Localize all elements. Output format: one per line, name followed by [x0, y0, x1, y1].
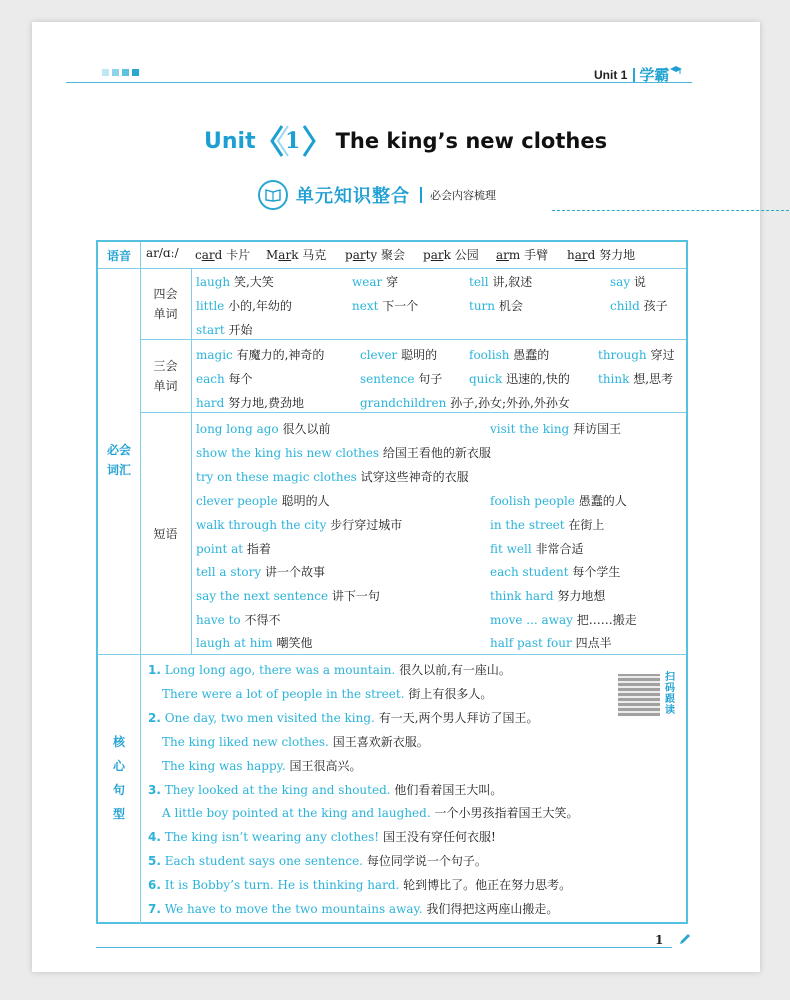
- sentence-item: [162, 685, 492, 702]
- book-icon: [258, 180, 288, 210]
- phrase-item: [490, 634, 612, 651]
- word-part: ty: [365, 248, 378, 262]
- sentence-item: [148, 781, 502, 798]
- english-term: next: [352, 299, 379, 313]
- section-banner: [258, 180, 496, 210]
- english-term: each student: [490, 565, 569, 579]
- phrase-item: [196, 563, 325, 580]
- sentence-number: 3.: [148, 782, 161, 797]
- sentence-item: [148, 900, 558, 917]
- chinese-meaning: 聪明的: [401, 348, 438, 362]
- phonics-highlight: ar: [430, 248, 444, 262]
- chinese-meaning: 穿: [386, 275, 399, 289]
- word-part: m: [508, 248, 521, 262]
- english-term: little: [196, 299, 225, 313]
- sentence-item: [162, 733, 429, 750]
- english-term: hard: [196, 396, 225, 410]
- word-item: [196, 394, 304, 411]
- chinese-meaning: 想,思考: [633, 372, 674, 386]
- col-divider: [191, 268, 192, 654]
- sentence-number: 7.: [148, 902, 161, 916]
- english-term: tell a story: [196, 565, 262, 579]
- phonics-meaning: 努力地: [599, 248, 636, 262]
- phonics-meaning: 卡片: [226, 248, 251, 262]
- phrase-item: [196, 587, 380, 604]
- four-skill-line2: 单词: [153, 307, 178, 321]
- chinese-meaning: 每个学生: [572, 565, 621, 579]
- english-term: start: [196, 323, 225, 337]
- sentence-chinese: 很久以前,有一座山。: [399, 663, 511, 677]
- english-term: child: [610, 299, 640, 313]
- chinese-meaning: 把……搬走: [576, 613, 637, 627]
- qr-code[interactable]: [618, 674, 660, 716]
- three-skill-line2: 单词: [153, 379, 178, 393]
- chinese-meaning: 讲一个故事: [264, 565, 325, 579]
- word-part: d: [587, 248, 596, 262]
- footer-rule: [96, 947, 672, 948]
- chinese-meaning: 说: [633, 275, 646, 289]
- phonics-word: [195, 246, 250, 263]
- english-term: think hard: [490, 589, 554, 603]
- english-term: fit well: [490, 542, 532, 556]
- word-item: [360, 370, 442, 387]
- sentence-number: 4.: [148, 830, 161, 845]
- sentence-chinese: 一个小男孩指着国王大笑。: [434, 806, 579, 821]
- english-term: laugh at him: [196, 636, 273, 650]
- english-term: half past four: [490, 636, 572, 650]
- phrase-item: [196, 540, 271, 557]
- sentence-chinese: 国王喜欢新衣服。: [332, 734, 429, 749]
- english-term: tell: [469, 275, 489, 289]
- word-item: [469, 346, 549, 363]
- english-term: in the street: [490, 518, 565, 532]
- word-item: [196, 370, 253, 387]
- sentences-label-char: 核: [112, 735, 125, 749]
- word-item: [196, 297, 292, 314]
- phonics-word: [423, 246, 479, 263]
- english-term: show the king his new clothes: [196, 446, 380, 460]
- qr-caption: 扫码跟读: [665, 672, 675, 716]
- sentence-item: [148, 709, 539, 726]
- sentence-item: [148, 661, 511, 678]
- sentence-chinese: 每位同学说一个句子。: [366, 854, 487, 869]
- phonics-highlight: ar: [352, 248, 366, 262]
- chinese-meaning: 孙子,孙女;外孙,外孙女: [450, 396, 570, 410]
- chinese-meaning: 开始: [228, 323, 253, 337]
- phonics-meaning: 马克: [302, 248, 327, 262]
- sentence-chinese: 国王没有穿任何衣服!: [382, 830, 496, 845]
- word-part: p: [345, 248, 353, 262]
- word-item: [610, 297, 668, 314]
- phrase-item: [196, 492, 330, 509]
- col-divider: [140, 242, 141, 924]
- banner-dotted-line: [552, 210, 790, 211]
- sentence-english: One day, two men visited the king.: [164, 710, 375, 725]
- row-divider: [140, 412, 686, 413]
- sentence-item: [148, 828, 496, 845]
- chinese-meaning: 很久以前: [282, 422, 331, 436]
- word-item: [196, 273, 274, 290]
- word-item: [196, 346, 324, 363]
- phonics-highlight: ar: [574, 248, 588, 262]
- sentence-english: There were a lot of people in the street.: [162, 686, 405, 701]
- english-term: say: [610, 275, 631, 289]
- word-item: [352, 297, 418, 314]
- sentence-english: A little boy pointed at the king and laughed.: [162, 806, 431, 821]
- header-unit: Unit 1: [594, 67, 628, 82]
- sentence-number: 1.: [148, 663, 161, 677]
- chinese-meaning: 试穿这些神奇的衣服: [360, 470, 469, 484]
- unit-name: The king’s new clothes: [335, 129, 608, 153]
- chinese-meaning: 小的,年幼的: [228, 299, 292, 313]
- chinese-meaning: 笑,大笑: [233, 275, 274, 289]
- phrase-item: [196, 420, 330, 437]
- english-term: magic: [196, 348, 233, 362]
- phonics-meaning: 聚会: [381, 248, 406, 262]
- page-number: 1: [655, 933, 664, 947]
- english-term: clever: [360, 348, 398, 362]
- phrase-item: [490, 420, 621, 437]
- sentence-chinese: 街上有很多人。: [408, 686, 493, 701]
- sentence-english: Each student says one sentence.: [164, 854, 363, 869]
- phrase-item: [490, 516, 604, 533]
- banner-divider: [420, 187, 422, 203]
- phonics-pattern: ar/ɑː/: [146, 246, 179, 260]
- phrase-item: [490, 611, 637, 628]
- chinese-meaning: 讲,叙述: [492, 275, 533, 289]
- sentence-english: They looked at the king and shouted.: [164, 782, 391, 797]
- english-term: long long ago: [196, 422, 279, 436]
- english-term: foolish people: [490, 494, 575, 508]
- word-item: [610, 273, 646, 290]
- phonics-word: [345, 246, 405, 263]
- row-divider: [98, 268, 686, 269]
- word-part: M: [266, 248, 279, 262]
- sentence-chinese: 轮到博比了。他正在努力思考。: [403, 878, 572, 893]
- pencil-icon: [678, 932, 692, 946]
- chinese-meaning: 愚蠢的人: [578, 494, 627, 508]
- sentences-label: [98, 730, 140, 826]
- four-skill-label: [140, 284, 191, 324]
- word-item: [360, 346, 437, 363]
- unit-number: 1: [284, 128, 301, 154]
- knowledge-table: [96, 240, 688, 924]
- english-term: think: [598, 372, 630, 386]
- unit-number-badge: [270, 124, 316, 158]
- phrase-item: [196, 468, 469, 485]
- chinese-meaning: 聪明的人: [281, 494, 330, 508]
- graduation-cap-icon: [670, 65, 682, 77]
- chinese-meaning: 步行穿过城市: [330, 518, 403, 532]
- word-part: k: [291, 248, 299, 262]
- chinese-meaning: 拜访国王: [573, 422, 622, 436]
- chinese-meaning: 愚蠢的: [513, 348, 550, 362]
- phonics-label: 语音: [106, 249, 131, 263]
- phonics-meaning: 公园: [454, 248, 479, 262]
- word-part: p: [423, 248, 431, 262]
- header-decoration: [102, 69, 139, 76]
- sentences-label-char: 心: [112, 759, 125, 773]
- english-term: each: [196, 372, 225, 386]
- phrase-item: [196, 516, 402, 533]
- sentence-item: [162, 757, 361, 774]
- phrases-label: 短语: [153, 527, 178, 541]
- english-term: walk through the city: [196, 518, 327, 532]
- phonics-meaning: 手臂: [524, 248, 549, 262]
- word-part: h: [567, 248, 575, 262]
- sentence-english: Long long ago, there was a mountain.: [164, 663, 396, 677]
- word-item: [469, 273, 532, 290]
- word-item: [469, 297, 523, 314]
- chinese-meaning: 给国王看他的新衣服: [382, 446, 491, 460]
- phrase-item: [490, 492, 627, 509]
- english-term: sentence: [360, 372, 415, 386]
- sentence-item: [148, 876, 571, 893]
- chinese-meaning: 指着: [246, 542, 271, 556]
- row-divider: [140, 339, 686, 340]
- vocab-label: [98, 440, 140, 480]
- sentence-english: The king isn’t wearing any clothes!: [164, 830, 380, 845]
- english-term: grandchildren: [360, 396, 447, 410]
- sentence-english: We have to move the two mountains away.: [164, 902, 423, 916]
- chinese-meaning: 讲下一句: [331, 589, 380, 603]
- english-term: visit the king: [490, 422, 570, 436]
- sentence-number: 2.: [148, 710, 161, 725]
- brand-logo: 学霸: [639, 66, 670, 84]
- vocab-label-line1: 必会: [106, 443, 131, 457]
- english-term: clever people: [196, 494, 278, 508]
- word-part: k: [443, 248, 451, 262]
- sentence-chinese: 我们得把这两座山搬走。: [426, 902, 559, 916]
- chinese-meaning: 嘲笑他: [276, 636, 313, 650]
- banner-subtitle: 必会内容梳理: [430, 189, 496, 202]
- sentences-label-char: 型: [112, 807, 125, 821]
- chinese-meaning: 迅速的,快的: [506, 372, 570, 386]
- three-skill-label: [140, 356, 191, 396]
- chinese-meaning: 在街上: [568, 518, 605, 532]
- english-term: quick: [469, 372, 503, 386]
- english-term: wear: [352, 275, 383, 289]
- english-term: through: [598, 348, 647, 362]
- sentence-item: [162, 804, 579, 821]
- english-term: say the next sentence: [196, 589, 329, 603]
- phrase-item: [490, 540, 584, 557]
- phrase-item: [196, 444, 491, 461]
- running-header: [594, 64, 682, 85]
- phonics-highlight: ar: [201, 248, 215, 262]
- phrase-item: [490, 587, 605, 604]
- sentence-chinese: 国王很高兴。: [289, 758, 362, 773]
- word-item: [360, 394, 570, 411]
- phonics-highlight: ar: [278, 248, 292, 262]
- unit-word: Unit: [204, 128, 256, 154]
- english-term: turn: [469, 299, 496, 313]
- english-term: move ... away: [490, 613, 573, 627]
- chinese-meaning: 努力地,费劲地: [228, 396, 304, 410]
- chinese-meaning: 下一个: [382, 299, 419, 313]
- chinese-meaning: 句子: [418, 372, 443, 386]
- sentence-number: 5.: [148, 854, 161, 869]
- chinese-meaning: 穿过: [650, 348, 675, 362]
- phrase-item: [196, 611, 280, 628]
- sentence-english: The king was happy.: [162, 758, 286, 773]
- banner-title: 单元知识整合: [296, 186, 410, 207]
- chinese-meaning: 不得不: [244, 613, 281, 627]
- phonics-highlight: ar: [496, 248, 509, 262]
- chinese-meaning: 四点半: [575, 636, 612, 650]
- row-divider: [98, 654, 686, 655]
- sentence-english: The king liked new clothes.: [162, 734, 329, 749]
- chinese-meaning: 每个: [228, 372, 253, 386]
- unit-title: [204, 124, 607, 158]
- chinese-meaning: 孩子: [643, 299, 668, 313]
- chinese-meaning: 非常合适: [535, 542, 584, 556]
- english-term: laugh: [196, 275, 231, 289]
- chinese-meaning: 有魔力的,神奇的: [236, 348, 325, 362]
- chinese-meaning: 努力地想: [557, 589, 606, 603]
- english-term: try on these magic clothes: [196, 470, 357, 484]
- word-part: d: [214, 248, 223, 262]
- sentence-english: It is Bobby’s turn. He is thinking hard.: [164, 878, 400, 893]
- english-term: have to: [196, 613, 241, 627]
- sentence-item: [148, 852, 487, 869]
- word-item: [352, 273, 398, 290]
- word-item: [598, 370, 673, 387]
- phrase-item: [490, 563, 620, 580]
- sentence-number: 6.: [148, 878, 161, 893]
- sentences-label-char: 句: [112, 783, 125, 797]
- sentence-chinese: 有一天,两个男人拜访了国王。: [378, 710, 539, 725]
- three-skill-line1: 三会: [153, 359, 178, 373]
- english-term: point at: [196, 542, 244, 556]
- word-item: [598, 346, 675, 363]
- english-term: foolish: [469, 348, 510, 362]
- phrase-item: [196, 634, 313, 651]
- word-item: [469, 370, 570, 387]
- four-skill-line1: 四会: [153, 287, 178, 301]
- word-item: [196, 321, 253, 338]
- header-divider: [633, 68, 635, 82]
- phonics-word: [567, 246, 635, 263]
- phonics-word: [266, 246, 326, 263]
- sentence-chinese: 他们看着国王大叫。: [394, 782, 503, 797]
- chinese-meaning: 机会: [498, 299, 523, 313]
- vocab-label-line2: 词汇: [106, 463, 131, 477]
- phonics-word: [496, 246, 548, 263]
- word-part: c: [195, 248, 202, 262]
